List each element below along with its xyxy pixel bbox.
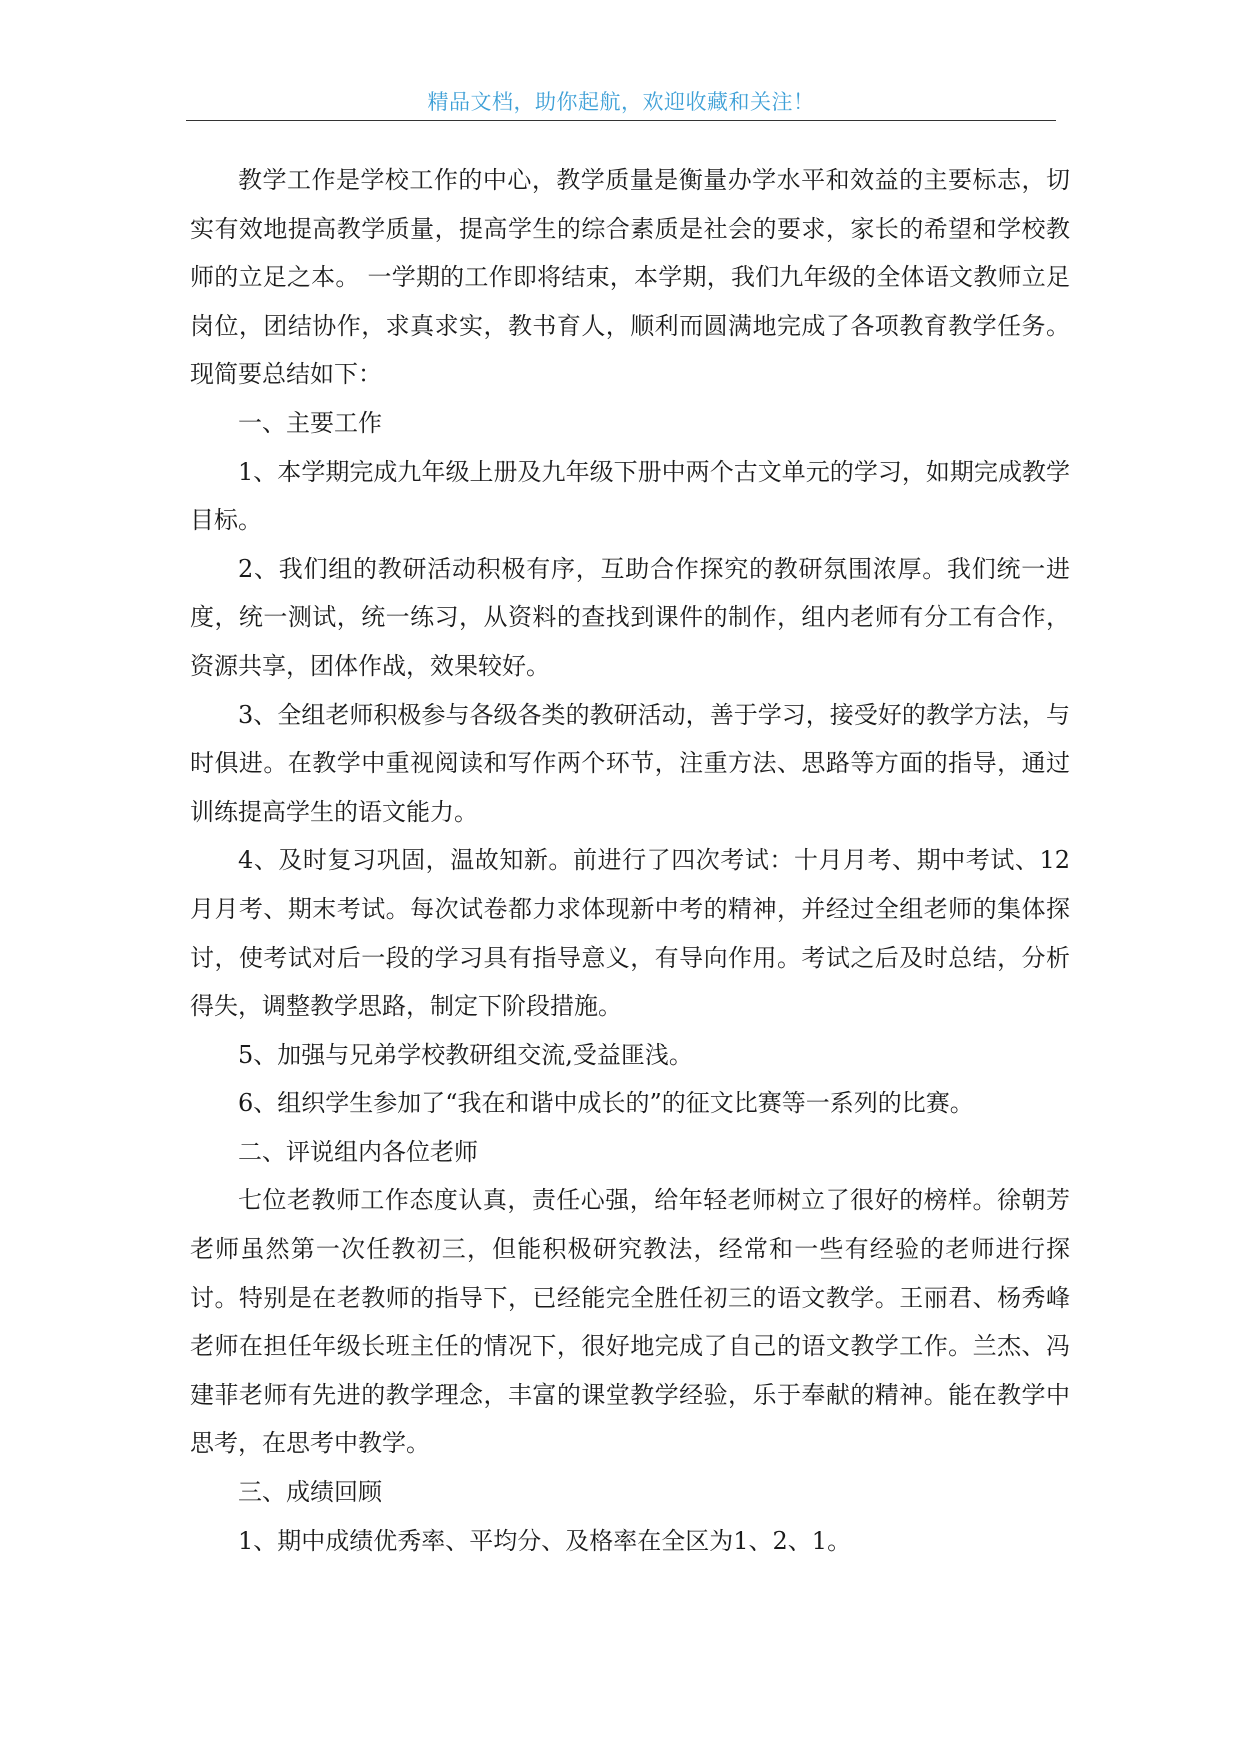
section-heading-main-work: 一、主要工作 bbox=[238, 408, 382, 437]
work-item-3: 3、全组老师积极参与各级各类的教研活动，善于学习，接受好的教学方法，与时俱进。在教学中重视阅读和写作两个环节，注重方法、思路等方面的指导，通过训练提高学生的语文能力。 bbox=[190, 700, 1070, 826]
intro-paragraph: 教学工作是学校工作的中心，教学质量是衡量办学水平和效益的主要标志，切实有效地提高教学质量，提高学生的综合素质是社会的要求，家长的希望和学校教师的立足之本。 一学期的工作即将结束，本学期，我们九年级的全体语文教师立足岗位，团结协作，求真求实，教书育人，顺利而圆满地完成了各项教育教学任务。现简要总结如下： bbox=[190, 166, 1070, 389]
page-header bbox=[186, 84, 1056, 121]
results-item-1: 1、期中成绩优秀率、平均分、及格率在全区为1、2、1。 bbox=[238, 1526, 852, 1555]
work-item-4: 4、及时复习巩固，温故知新。前进行了四次考试：十月月考、期中考试、12月月考、期末考试。每次试卷都力求体现新中考的精神，并经过全组老师的集体探讨，使考试对后一段的学习具有指导意义，有导向作用。考试之后及时总结，分析得失，调整教学思路，制定下阶段措施。 bbox=[190, 846, 1070, 1021]
section-heading-results: 三、成绩回顾 bbox=[238, 1478, 382, 1507]
work-item-6: 6、组织学生参加了“我在和谐中成长的”的征文比赛等一系列的比赛。 bbox=[238, 1089, 974, 1118]
work-item-1: 1、本学期完成九年级上册及九年级下册中两个古文单元的学习，如期完成教学目标。 bbox=[190, 457, 1070, 535]
teachers-paragraph: 七位老教师工作态度认真，责任心强，给年轻老师树立了很好的榜样。徐朝芳老师虽然第一次任教初三，但能积极研究教法，经常和一些有经验的老师进行探讨。特别是在老教师的指导下，已经能完全胜任初三的语文教学。王丽君、杨秀峰老师在担任年级长班主任的情况下，很好地完成了自己的语文教学工作。兰杰、冯建菲老师有先进的教学理念，丰富的课堂教学经验，乐于奉献的精神。能在教学中思考，在思考中教学。 bbox=[190, 1186, 1070, 1458]
header-slogan: 精品文档，助你起航，欢迎收藏和关注！ bbox=[427, 90, 815, 114]
document-body bbox=[190, 156, 1070, 1565]
work-item-2: 2、我们组的教研活动积极有序，互助合作探究的教研氛围浓厚。我们统一进度，统一测试，统一练习，从资料的查找到课件的制作，组内老师有分工有合作，资源共享，团体作战，效果较好。 bbox=[190, 554, 1070, 680]
work-item-5: 5、加强与兄弟学校教研组交流,受益匪浅。 bbox=[238, 1040, 693, 1069]
section-heading-teachers: 二、评说组内各位老师 bbox=[238, 1137, 478, 1166]
